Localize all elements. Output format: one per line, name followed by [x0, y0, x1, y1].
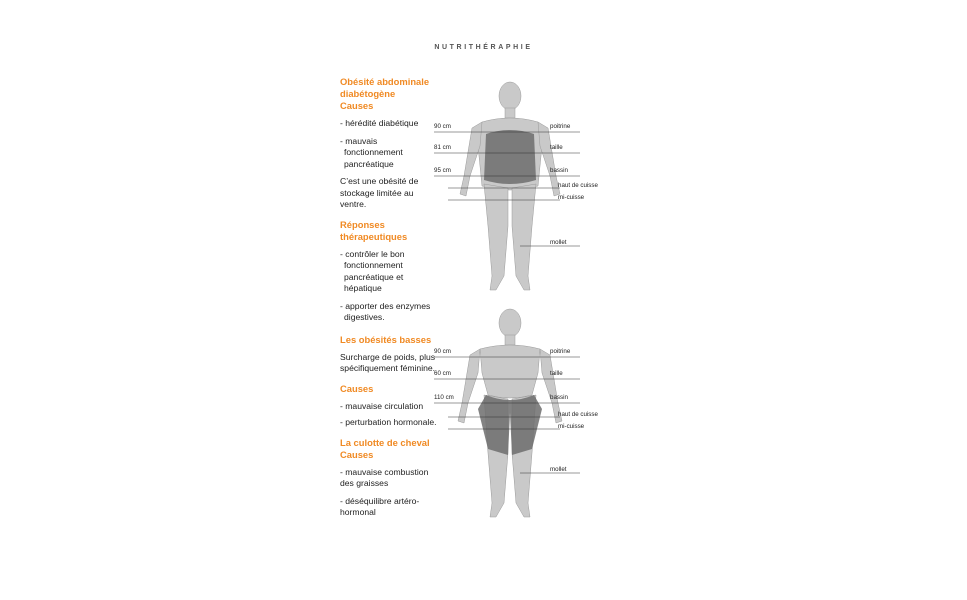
- zone-label: mi-cuisse: [558, 194, 585, 201]
- measure-label: 60 cm: [434, 370, 451, 377]
- section1-paragraph: C’est une obésité de stockage limitée au ventre.: [340, 176, 419, 209]
- culotte-cause: - mauvaise combustion des graisses: [340, 466, 429, 488]
- section1-cause: - hérédité diabétique: [340, 118, 419, 128]
- section2-cause: - perturbation hormonale.: [340, 417, 437, 427]
- zone-label: taille: [550, 370, 563, 377]
- measure-label: 90 cm: [434, 348, 451, 355]
- section1-causes-title: Causes: [340, 100, 374, 111]
- zone-label: mollet: [550, 466, 567, 473]
- section2-causes-title: Causes: [340, 382, 374, 394]
- zone-label: mi-cuisse: [558, 423, 585, 430]
- section1-responses-title: Réponses thérapeutiques: [340, 218, 408, 242]
- zone-label: poitrine: [550, 348, 571, 355]
- zone-label: bassin: [550, 394, 568, 401]
- section1-response: - apporter des enzymes digestives.: [340, 300, 431, 322]
- section2-title: Les obésités basses: [340, 333, 432, 345]
- zone-label: mollet: [550, 239, 567, 246]
- zone-label: haut de cuisse: [558, 182, 598, 189]
- zone-label: taille: [550, 144, 563, 151]
- section2-paragraph: Surcharge de poids, plus spécifiquement féminine.: [340, 351, 436, 373]
- measure-label: 81 cm: [434, 144, 451, 151]
- zone-label: poitrine: [550, 123, 571, 130]
- human-body-silhouette: [460, 82, 560, 290]
- section1-response: - contrôler le bon fonctionnement pancréatique et hépatique: [340, 248, 405, 293]
- section1-title: Obésité abdominale diabétogène: [340, 76, 430, 99]
- measure-label: 95 cm: [434, 167, 451, 174]
- zone-label: bassin: [550, 167, 568, 174]
- section1-cause: - mauvais fonctionnement pancréatique: [340, 135, 403, 169]
- zone-label: haut de cuisse: [558, 411, 598, 418]
- culotte-causes-title: Causes: [340, 448, 374, 460]
- culotte-cause: - déséquilibre artéro-hormonal: [340, 495, 420, 517]
- body-figure-lower: [420, 303, 610, 525]
- page-header: NUTRITHÉRAPHIE: [434, 44, 533, 51]
- body-figure-abdominal: [420, 76, 610, 298]
- measure-label: 110 cm: [434, 394, 454, 401]
- saddlebag-fat-zone: [478, 395, 542, 455]
- measure-label: 90 cm: [434, 123, 451, 130]
- section2-cause: - mauvaise circulation: [340, 400, 424, 411]
- culotte-title: La culotte de cheval: [340, 436, 430, 448]
